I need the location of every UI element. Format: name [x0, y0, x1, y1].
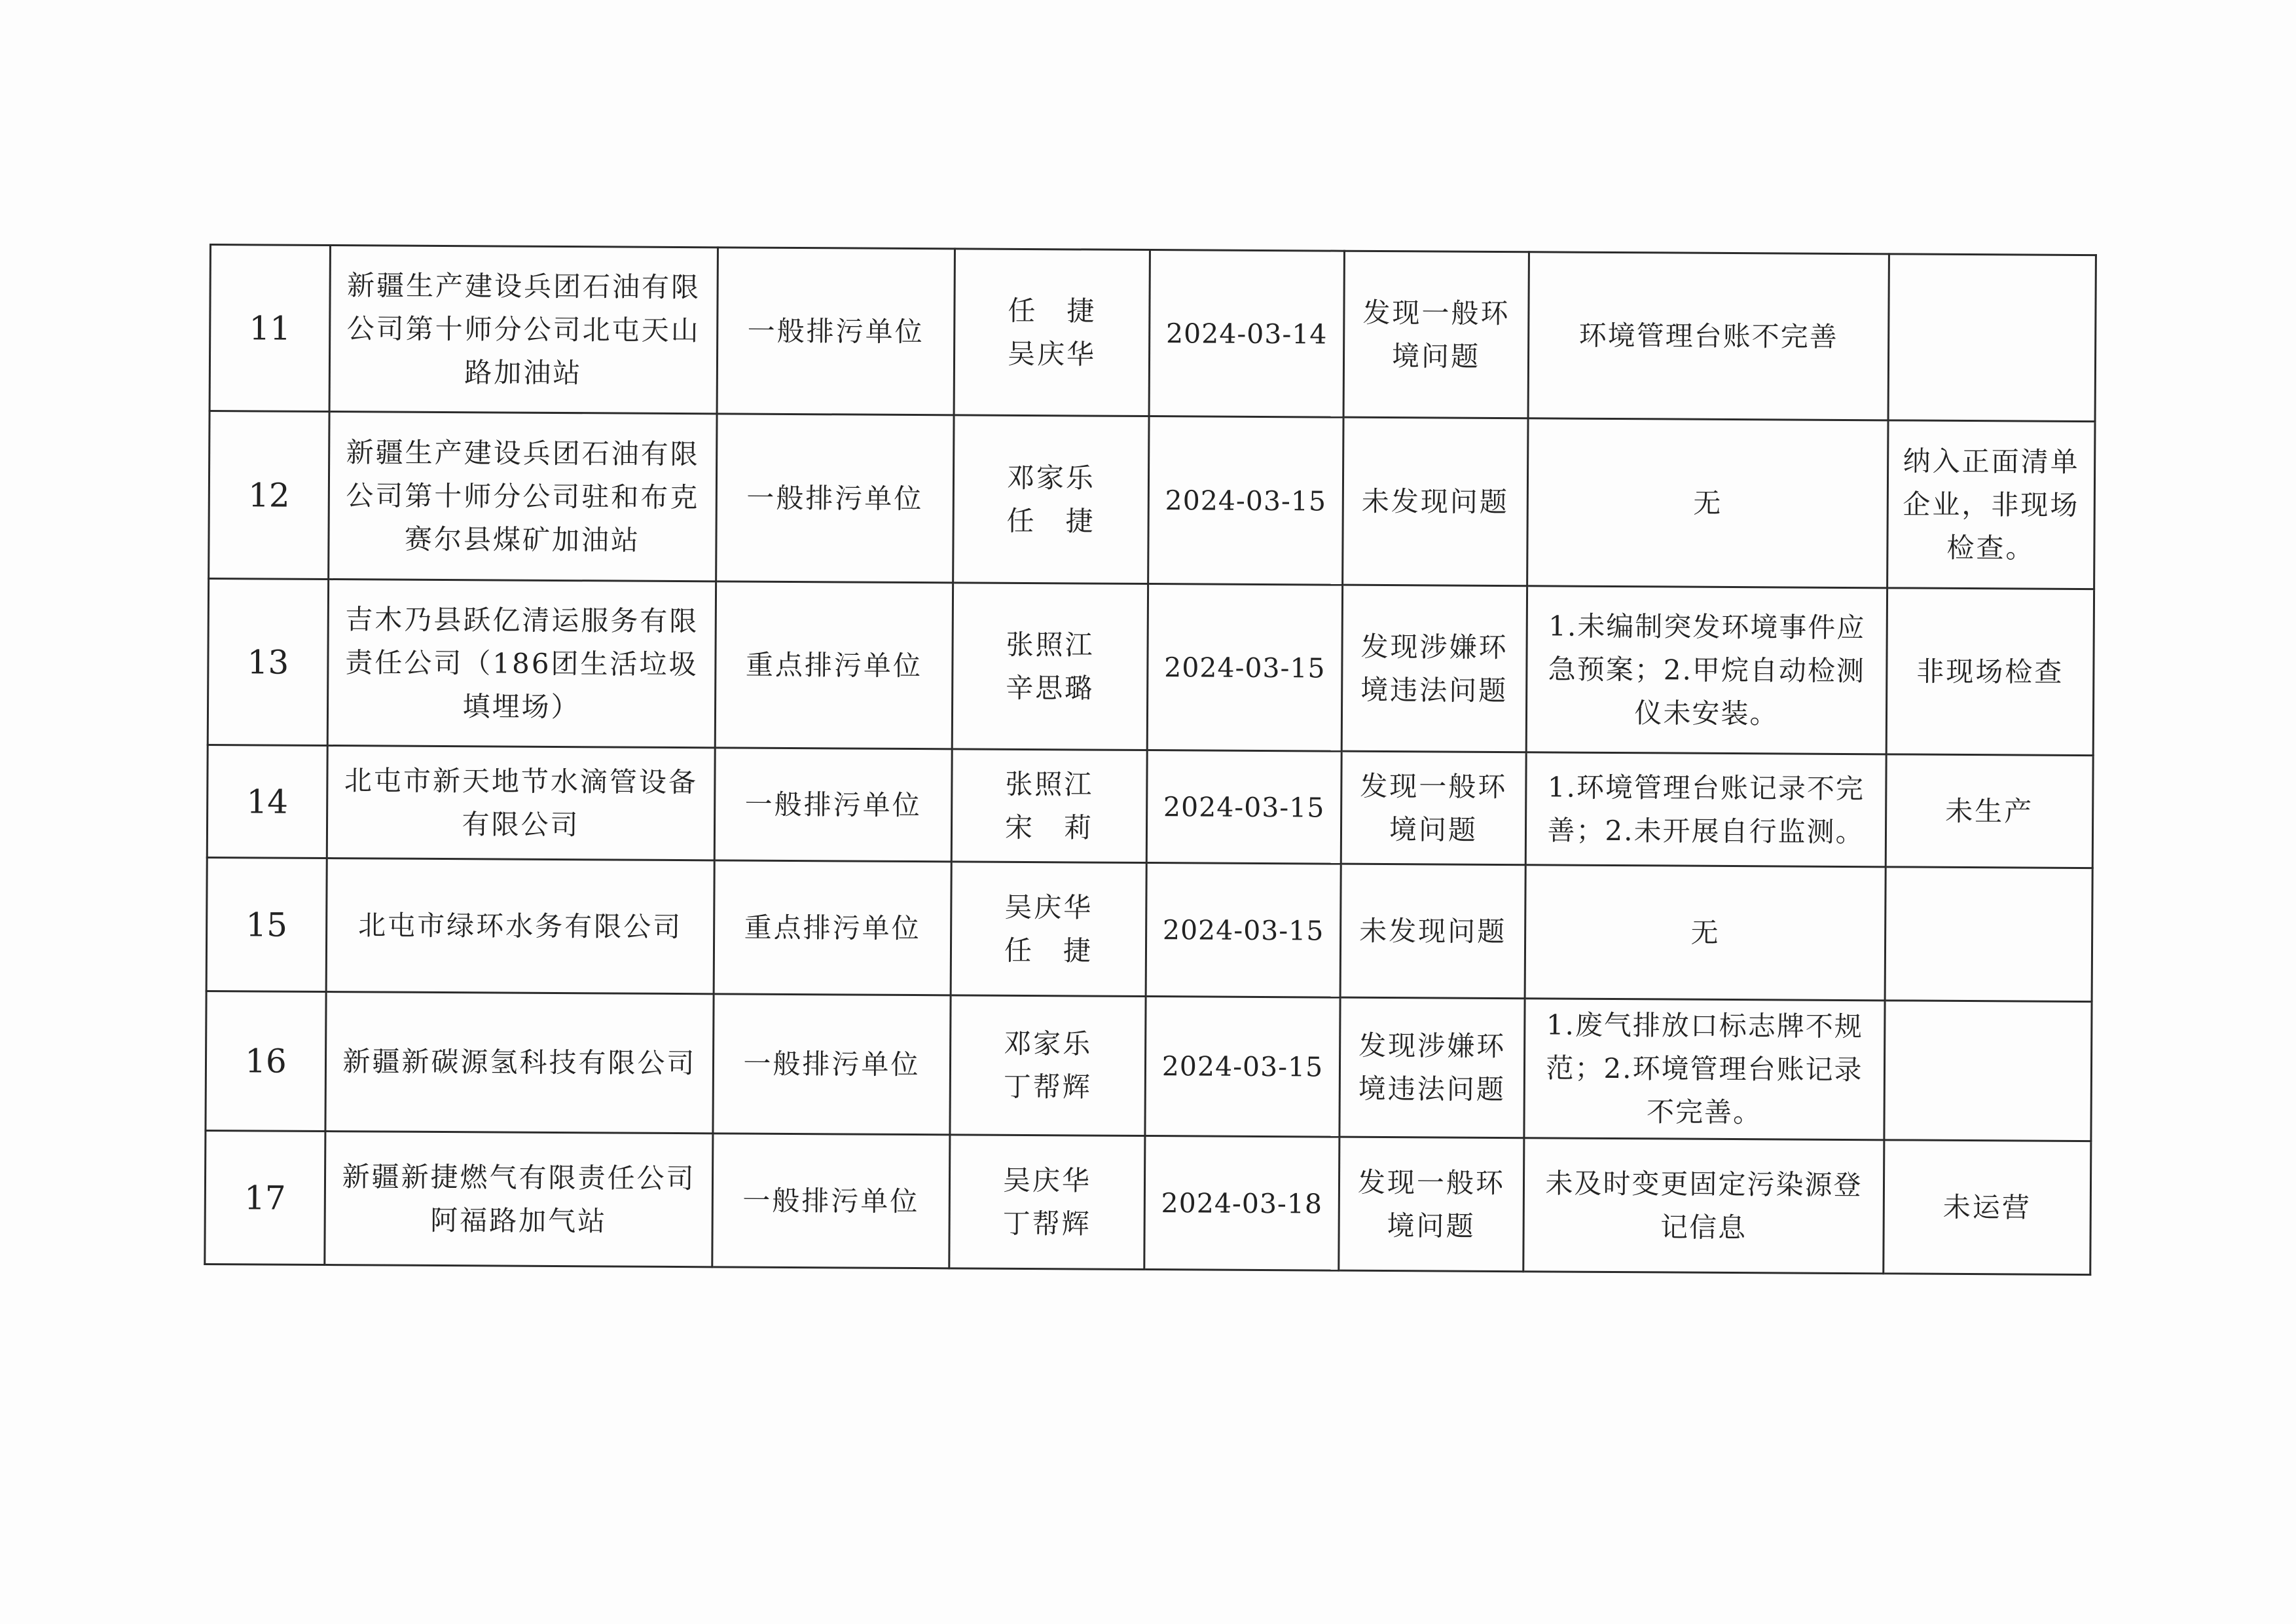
- unit-category-cell: 一般排污单位: [717, 248, 955, 415]
- unit-category-cell: 一般排污单位: [712, 1134, 950, 1268]
- inspection-date-cell: 2024-03-15: [1147, 584, 1342, 752]
- issues-cell: 无: [1527, 418, 1888, 588]
- inspection-date-cell: 2024-03-15: [1146, 750, 1341, 864]
- remark-cell: [1884, 1001, 2092, 1141]
- row-number-cell: 15: [206, 857, 327, 991]
- remark-cell: 未生产: [1886, 754, 2093, 868]
- company-name-cell: 北屯市新天地节水滴管设备有限公司: [327, 746, 715, 860]
- remark-cell: 未运营: [1884, 1140, 2091, 1275]
- table-row: [208, 579, 2094, 756]
- remark-cell: [1885, 867, 2092, 1002]
- company-name-cell: 吉木乃县跃亿清运服务有限责任公司（186团生活垃圾填埋场）: [327, 580, 716, 748]
- inspection-date-cell: 2024-03-14: [1149, 250, 1344, 418]
- issues-cell: 1.环境管理台账记录不完善；2.未开展自行监测。: [1525, 752, 1886, 867]
- row-number-cell: 16: [206, 991, 326, 1131]
- inspection-result-cell: 未发现问题: [1340, 864, 1525, 999]
- remark-cell: 纳入正面清单企业，非现场检查。: [1887, 420, 2095, 589]
- row-number-cell: 13: [208, 579, 328, 746]
- inspection-result-cell: 发现一般环境问题: [1341, 751, 1526, 865]
- company-name-cell: 新疆生产建设兵团石油有限公司第十师分公司北屯天山路加油站: [329, 246, 718, 414]
- inspectors-cell: 邓家乐 丁帮辉: [950, 995, 1146, 1136]
- issues-cell: 无: [1525, 865, 1886, 1001]
- remark-cell: 非现场检查: [1886, 588, 2094, 756]
- issues-cell: 环境管理台账不完善: [1528, 252, 1889, 420]
- inspection-result-cell: 发现涉嫌环境违法问题: [1339, 997, 1525, 1138]
- row-number-cell: 14: [207, 745, 327, 858]
- row-number-cell: 12: [209, 411, 329, 580]
- inspectors-cell: 吴庆华 任 捷: [951, 862, 1146, 997]
- table-row: [209, 411, 2095, 589]
- inspection-date-cell: 2024-03-18: [1144, 1136, 1339, 1271]
- table-row: [205, 1130, 2091, 1274]
- inspection-table: [204, 244, 2097, 1276]
- inspection-result-cell: 发现涉嫌环境违法问题: [1341, 585, 1527, 752]
- inspection-date-cell: 2024-03-15: [1145, 997, 1340, 1137]
- table-row: [210, 245, 2096, 422]
- company-name-cell: 新疆生产建设兵团石油有限公司第十师分公司驻和布克赛尔县煤矿加油站: [329, 412, 717, 581]
- unit-category-cell: 一般排污单位: [716, 414, 954, 583]
- inspectors-cell: 张照江 宋 莉: [951, 749, 1147, 863]
- unit-category-cell: 一般排污单位: [713, 994, 951, 1135]
- table-row: [206, 857, 2092, 1001]
- issues-cell: 1.未编制突发环境事件应急预案；2.甲烷自动检测仪未安装。: [1526, 586, 1887, 754]
- row-number-cell: 11: [210, 245, 330, 412]
- inspection-date-cell: 2024-03-15: [1148, 416, 1343, 585]
- unit-category-cell: 一般排污单位: [714, 748, 952, 862]
- company-name-cell: 新疆新捷燃气有限责任公司阿福路加气站: [325, 1132, 713, 1267]
- company-name-cell: 新疆新碳源氢科技有限公司: [325, 992, 714, 1134]
- table-row: [206, 991, 2092, 1141]
- inspection-date-cell: 2024-03-15: [1146, 863, 1341, 998]
- row-number-cell: 17: [205, 1130, 325, 1264]
- inspectors-cell: 吴庆华 丁帮辉: [949, 1135, 1145, 1270]
- issues-cell: 1.废气排放口标志牌不规范；2.环境管理台账记录不完善。: [1524, 999, 1885, 1140]
- inspection-result-cell: 发现一般环境问题: [1339, 1137, 1524, 1272]
- unit-category-cell: 重点排污单位: [715, 581, 953, 749]
- inspectors-cell: 任 捷 吴庆华: [954, 249, 1150, 416]
- issues-cell: 未及时变更固定污染源登记信息: [1523, 1138, 1884, 1274]
- table-row: [207, 745, 2093, 868]
- inspection-result-cell: 发现一般环境问题: [1343, 251, 1529, 418]
- inspectors-cell: 邓家乐 任 捷: [953, 415, 1149, 584]
- remark-cell: [1888, 254, 2096, 422]
- unit-category-cell: 重点排污单位: [714, 860, 951, 995]
- company-name-cell: 北屯市绿环水务有限公司: [326, 858, 714, 994]
- inspectors-cell: 张照江 辛思璐: [952, 583, 1148, 750]
- inspection-result-cell: 未发现问题: [1343, 417, 1528, 586]
- table-body: [205, 245, 2096, 1275]
